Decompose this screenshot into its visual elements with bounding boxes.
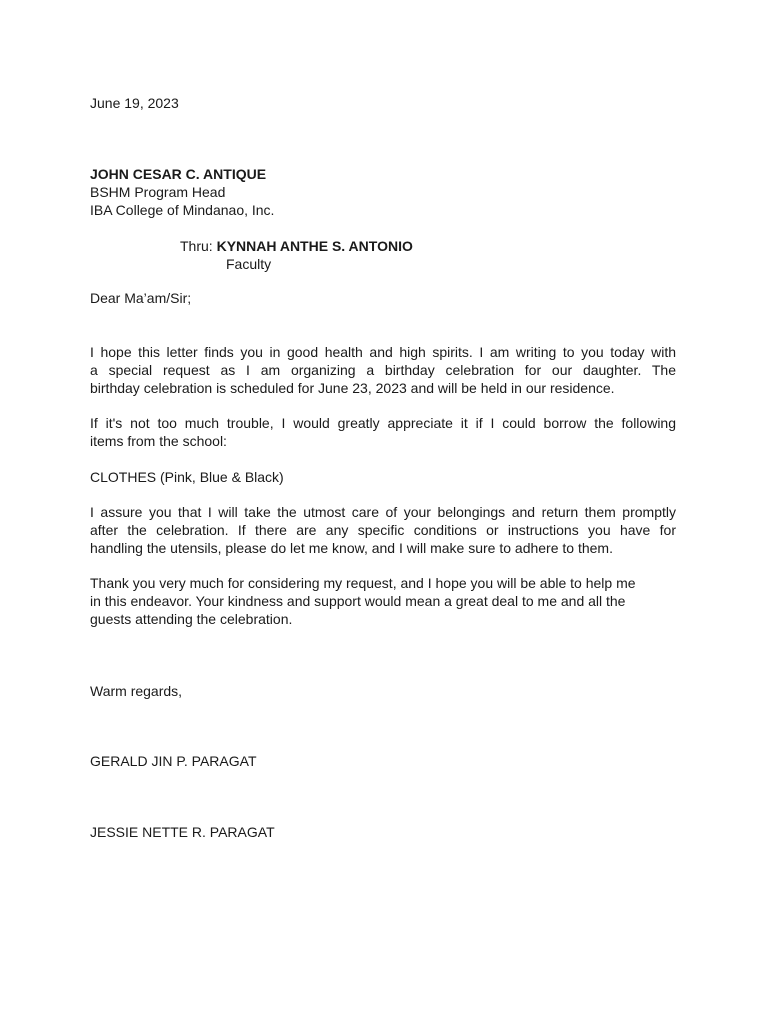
paragraph-3 [90, 503, 676, 557]
paragraph-line: I hope this letter finds you in good health and high spirits. I am writing to you today with [90, 344, 676, 360]
signatory-2: JESSIE NETTE R. PARAGAT [90, 824, 275, 840]
paragraph-line: I assure you that I will take the utmost care of your belongings and return them promptly [90, 504, 676, 520]
closing: Warm regards, [90, 683, 183, 699]
paragraph-line: in this endeavor. Your kindness and support would mean a great deal to me and all the [90, 593, 626, 609]
signatory-1: GERALD JIN P. PARAGAT [90, 753, 257, 769]
paragraph-line: a special request as I am organizing a birthday celebration for our daughter. The [90, 362, 676, 378]
paragraph-line: items from the school: [90, 433, 227, 449]
paragraph-1 [90, 343, 676, 397]
salutation: Dear Ma’am/Sir; [90, 290, 192, 306]
paragraph-line: If it's not too much trouble, I would greatly appreciate it if I could borrow the following [90, 415, 676, 431]
paragraph-line: Thank you very much for considering my request, and I hope you will be able to help me [90, 575, 636, 591]
thru-title: Faculty [226, 256, 272, 272]
paragraph-line: after the celebration. If there are any specific conditions or instructions you have for [90, 522, 676, 538]
paragraph-4 [90, 574, 676, 628]
thru-line [180, 237, 413, 255]
recipient-name: JOHN CESAR C. ANTIQUE [90, 166, 267, 182]
requested-items: CLOTHES (Pink, Blue & Black) [90, 469, 284, 485]
paragraph-2 [90, 414, 676, 450]
thru-name: KYNNAH ANTHE S. ANTONIO [216, 238, 413, 254]
thru-label: Thru: [180, 238, 213, 254]
recipient-title: BSHM Program Head [90, 184, 226, 200]
paragraph-line: handling the utensils, please do let me know, and I will make sure to adhere to them. [90, 540, 613, 556]
letter-date: June 19, 2023 [90, 95, 179, 111]
recipient-organization: IBA College of Mindanao, Inc. [90, 202, 275, 218]
paragraph-line: birthday celebration is scheduled for June 23, 2023 and will be held in our residence. [90, 380, 615, 396]
paragraph-line: guests attending the celebration. [90, 611, 293, 627]
